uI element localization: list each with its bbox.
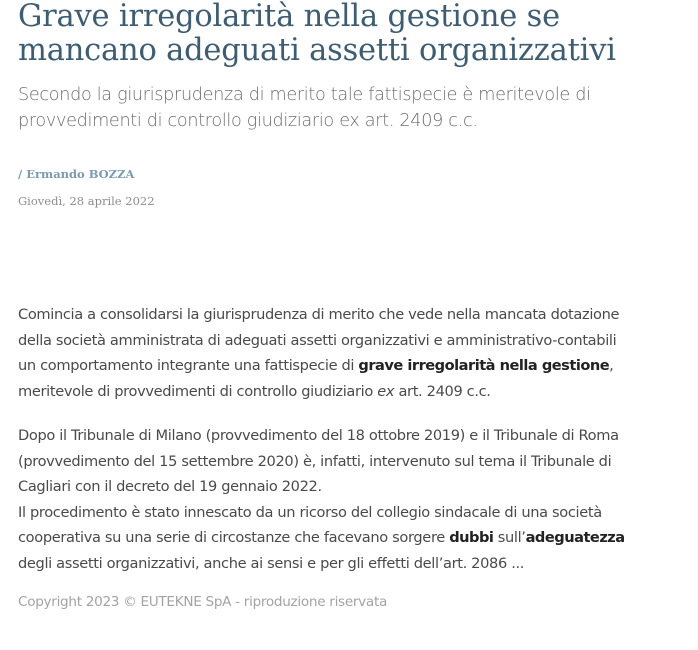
title-line: Grave irregolarità nella gestione se [18, 0, 560, 34]
subtitle-line: Secondo la giurisprudenza di merito tale fattispecie è meritevole di [18, 85, 591, 105]
text-fragment: sull’ [493, 529, 526, 546]
article-title [18, 0, 683, 68]
text-line: Dopo il Tribunale di Milano (provvedimento del 18 ottobre 2019) e il Tribunale di Roma [18, 427, 619, 444]
text-line: Cagliari con il decreto del 19 gennaio 2022. [18, 478, 322, 495]
text-line: Il procedimento è stato innescato da un ricorso del collegio sindacale di una società [18, 503, 602, 521]
text-line: meritevole di provvedimenti di controllo giudiziario [18, 382, 378, 400]
text-fragment: , [609, 357, 614, 374]
bold-phrase: dubbi [449, 529, 494, 546]
text-line: Comincia a consolidarsi la giurisprudenza di merito che vede nella mancata dotazione [18, 306, 620, 323]
body-paragraph [18, 302, 683, 404]
author-link[interactable]: / Ermando BOZZA [18, 167, 135, 181]
bold-phrase: adeguatezza [525, 529, 625, 546]
text-line: della società amministrata di adeguati assetti organizzativi e amministrativo-contabili [18, 331, 617, 349]
title-line: mancano adeguati assetti organizzativi [18, 33, 616, 68]
text-line: cooperativa su una serie di circostanze che facevano sorgere [18, 529, 450, 546]
text-fragment: art. 2409 c.c. [394, 382, 491, 400]
publish-date: Giovedì, 28 aprile 2022 [18, 194, 155, 208]
article-body [18, 302, 683, 576]
text-line: (provvedimento del 15 settembre 2020) è, infatti, intervenuto sul tema il Tribunale di [18, 452, 612, 470]
article [18, 0, 683, 612]
article-subtitle [18, 82, 683, 134]
bold-phrase: grave irregolarità nella gestione [358, 357, 610, 374]
subtitle-line: provvedimenti di controllo giudiziario ex art. 2409 c.c. [18, 111, 478, 131]
italic-phrase: ex [377, 382, 395, 400]
text-line: degli assetti organizzativi, anche ai sensi e per gli effetti dell’art. 2086 ... [18, 554, 525, 572]
copyright-notice: Copyright 2023 © EUTEKNE SpA - riproduzione riservata [18, 594, 388, 610]
body-paragraph [18, 423, 683, 576]
text-line: un comportamento integrante una fattispecie di [18, 357, 359, 374]
